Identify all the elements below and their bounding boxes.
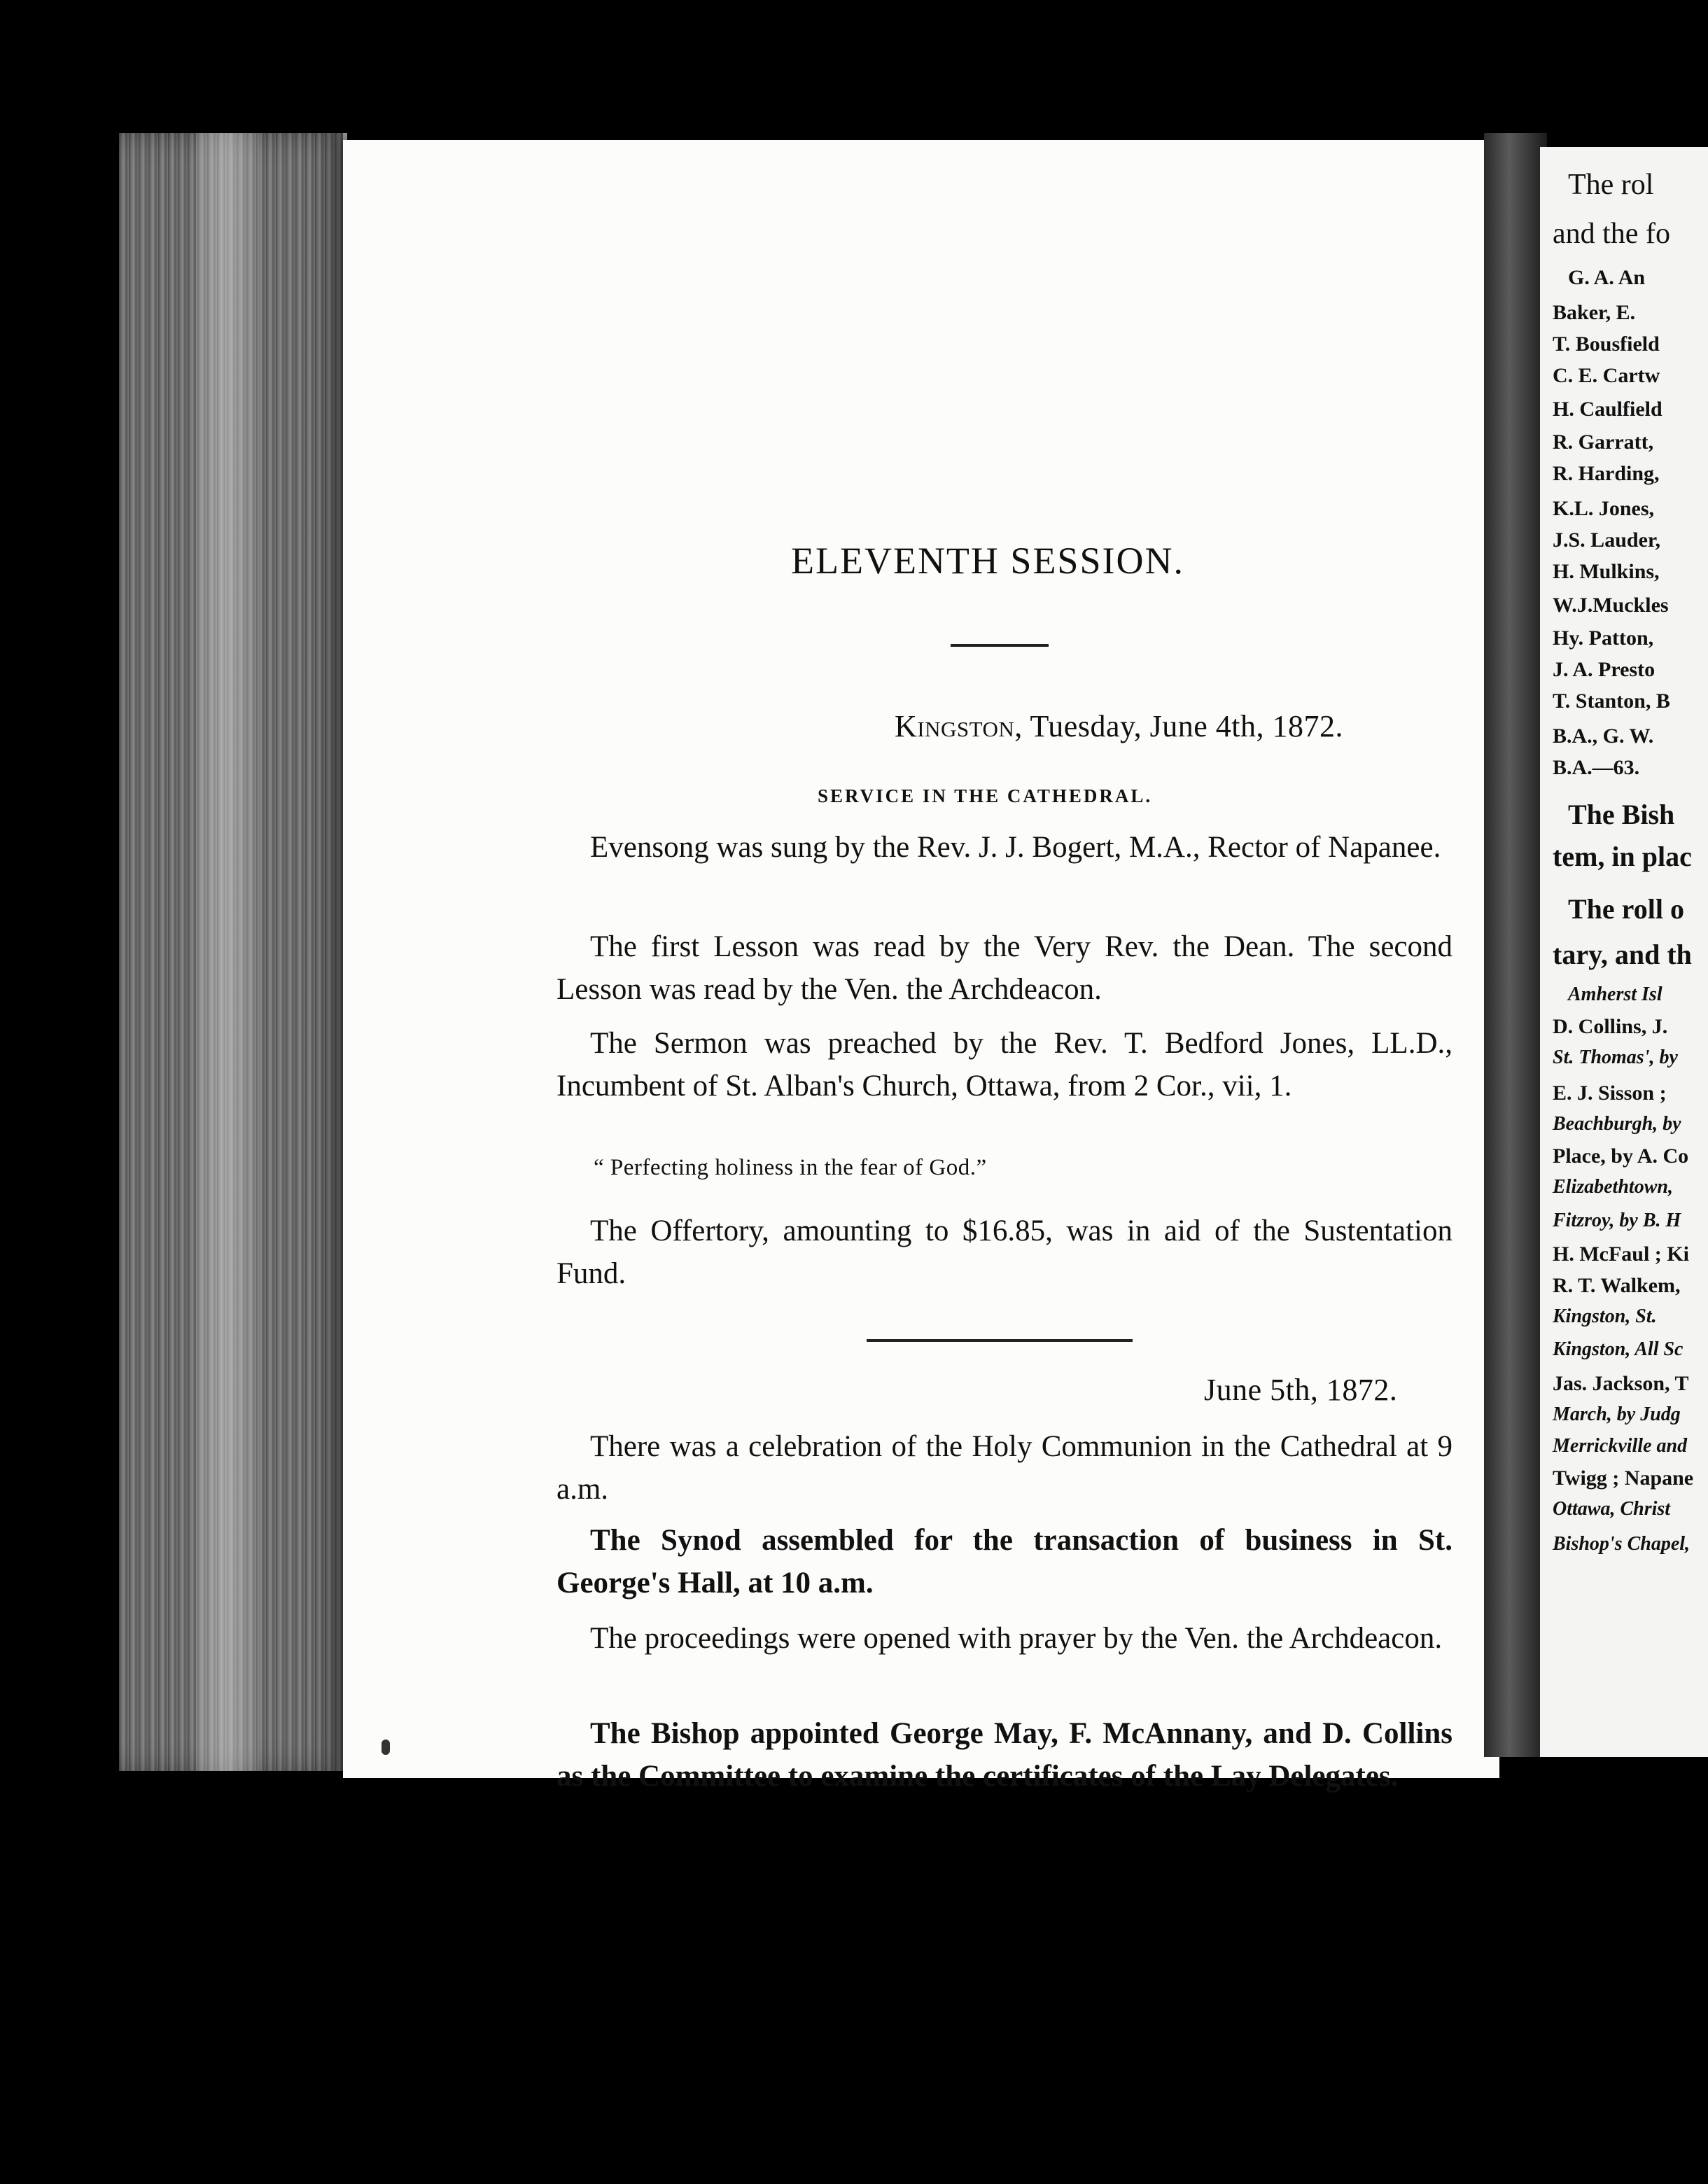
facing-page-line: H. Caulfield bbox=[1553, 398, 1662, 421]
facing-page-line: The roll o bbox=[1568, 893, 1684, 925]
facing-page-line: March, by Judg bbox=[1553, 1404, 1681, 1425]
facing-page-line: Twigg ; Napane bbox=[1553, 1466, 1694, 1490]
facing-page bbox=[1540, 147, 1708, 1757]
facing-page-line: R. T. Walkem, bbox=[1553, 1274, 1681, 1297]
book-gutter bbox=[1484, 133, 1547, 1757]
paragraph-prayer: The proceedings were opened with prayer by the Ven. the Archdeacon. bbox=[590, 1622, 1443, 1655]
paragraph-offertory: The Offertory, amounting to $16.85, was in aid of the Sustentation Fund. bbox=[556, 1214, 1452, 1290]
facing-page-line: R. Harding, bbox=[1553, 462, 1660, 485]
facing-page-line: Baker, E. bbox=[1553, 301, 1636, 324]
paragraph-communion: There was a celebration of the Holy Communion in the Cathedral at 9 a.m. bbox=[556, 1430, 1452, 1506]
facing-page-line: D. Collins, J. bbox=[1553, 1015, 1668, 1038]
page-speck bbox=[382, 1740, 390, 1755]
facing-page-line: E. J. Sisson ; bbox=[1553, 1082, 1667, 1105]
dateline-day-1 bbox=[895, 708, 1343, 744]
dateline-place: Kingston bbox=[895, 709, 1015, 743]
facing-page-line: W.J.Muckles bbox=[1553, 594, 1669, 617]
facing-page-line: H. McFaul ; Ki bbox=[1553, 1242, 1689, 1266]
facing-page-line: St. Thomas', by bbox=[1553, 1046, 1678, 1068]
facing-page-line: Place, by A. Co bbox=[1553, 1144, 1689, 1168]
scripture-quote: “ Perfecting holiness in the fear of God.” bbox=[594, 1155, 987, 1180]
facing-page-line: The Bish bbox=[1568, 799, 1675, 830]
title-rule bbox=[951, 644, 1049, 647]
facing-page-line: J. A. Presto bbox=[1553, 658, 1656, 681]
paragraph-lessons: The first Lesson was read by the Very Rev. the Dean. The second Lesson was read by the Ven. the Archdeacon. bbox=[556, 930, 1452, 1006]
book-page-edges bbox=[119, 133, 347, 1771]
facing-page-line: B.A.—63. bbox=[1553, 756, 1640, 779]
facing-page-line: G. A. An bbox=[1568, 266, 1646, 289]
paragraph-committee: The Bishop appointed George May, F. McAnnany, and D. Collins as the Committee to examine the certificates of the Lay Delegates. bbox=[556, 1717, 1452, 1793]
dateline-day-2: June 5th, 1872. bbox=[1204, 1373, 1398, 1407]
paragraph-sermon: The Sermon was preached by the Rev. T. Bedford Jones, LL.D., Incumbent of St. Alban's Church, Ottawa, from 2 Cor., vii, 1. bbox=[556, 1027, 1452, 1102]
facing-page-line: Merrickville and bbox=[1553, 1435, 1688, 1457]
facing-page-line: Ottawa, Christ bbox=[1553, 1498, 1671, 1520]
facing-page-line: Jas. Jackson, T bbox=[1553, 1372, 1689, 1395]
facing-page-line: Amherst Isl bbox=[1568, 983, 1662, 1005]
facing-page-line: tem, in plac bbox=[1553, 841, 1692, 872]
facing-page-line: tary, and th bbox=[1553, 939, 1692, 970]
facing-page-line: Kingston, St. bbox=[1553, 1306, 1657, 1327]
facing-page-line: The rol bbox=[1568, 169, 1654, 201]
facing-page-line: Fitzroy, by B. H bbox=[1553, 1210, 1681, 1231]
facing-page-line: Kingston, All Sc bbox=[1553, 1338, 1684, 1360]
facing-page-line: Bishop's Chapel, bbox=[1553, 1533, 1690, 1555]
facing-page-line: Beachburgh, by bbox=[1553, 1113, 1681, 1135]
facing-page-line: and the fo bbox=[1553, 218, 1670, 250]
facing-page-line: R. Garratt, bbox=[1553, 430, 1654, 454]
service-heading: SERVICE IN THE CATHEDRAL. bbox=[818, 785, 1153, 806]
facing-page-line: J.S. Lauder, bbox=[1553, 528, 1660, 552]
paragraph-evensong: Evensong was sung by the Rev. J. J. Bogert, M.A., Rector of Napanee. bbox=[590, 831, 1441, 864]
facing-page-line: K.L. Jones, bbox=[1553, 497, 1655, 520]
section-rule bbox=[867, 1339, 1133, 1342]
paragraph-synod: The Synod assembled for the transaction of business in St. George's Hall, at 10 a.m. bbox=[556, 1524, 1452, 1600]
facing-page-line: T. Stanton, B bbox=[1553, 690, 1670, 713]
facing-page-line: C. E. Cartw bbox=[1553, 364, 1660, 387]
facing-page-line: Hy. Patton, bbox=[1553, 626, 1654, 650]
facing-page-line: H. Mulkins, bbox=[1553, 560, 1660, 583]
facing-page-line: Elizabethtown, bbox=[1553, 1176, 1673, 1198]
facing-page-line: T. Bousfield bbox=[1553, 332, 1660, 356]
session-title: ELEVENTH SESSION. bbox=[791, 540, 1184, 582]
facing-page-line: B.A., G. W. bbox=[1553, 724, 1654, 748]
dateline-date: , Tuesday, June 4th, 1872. bbox=[1014, 709, 1344, 743]
